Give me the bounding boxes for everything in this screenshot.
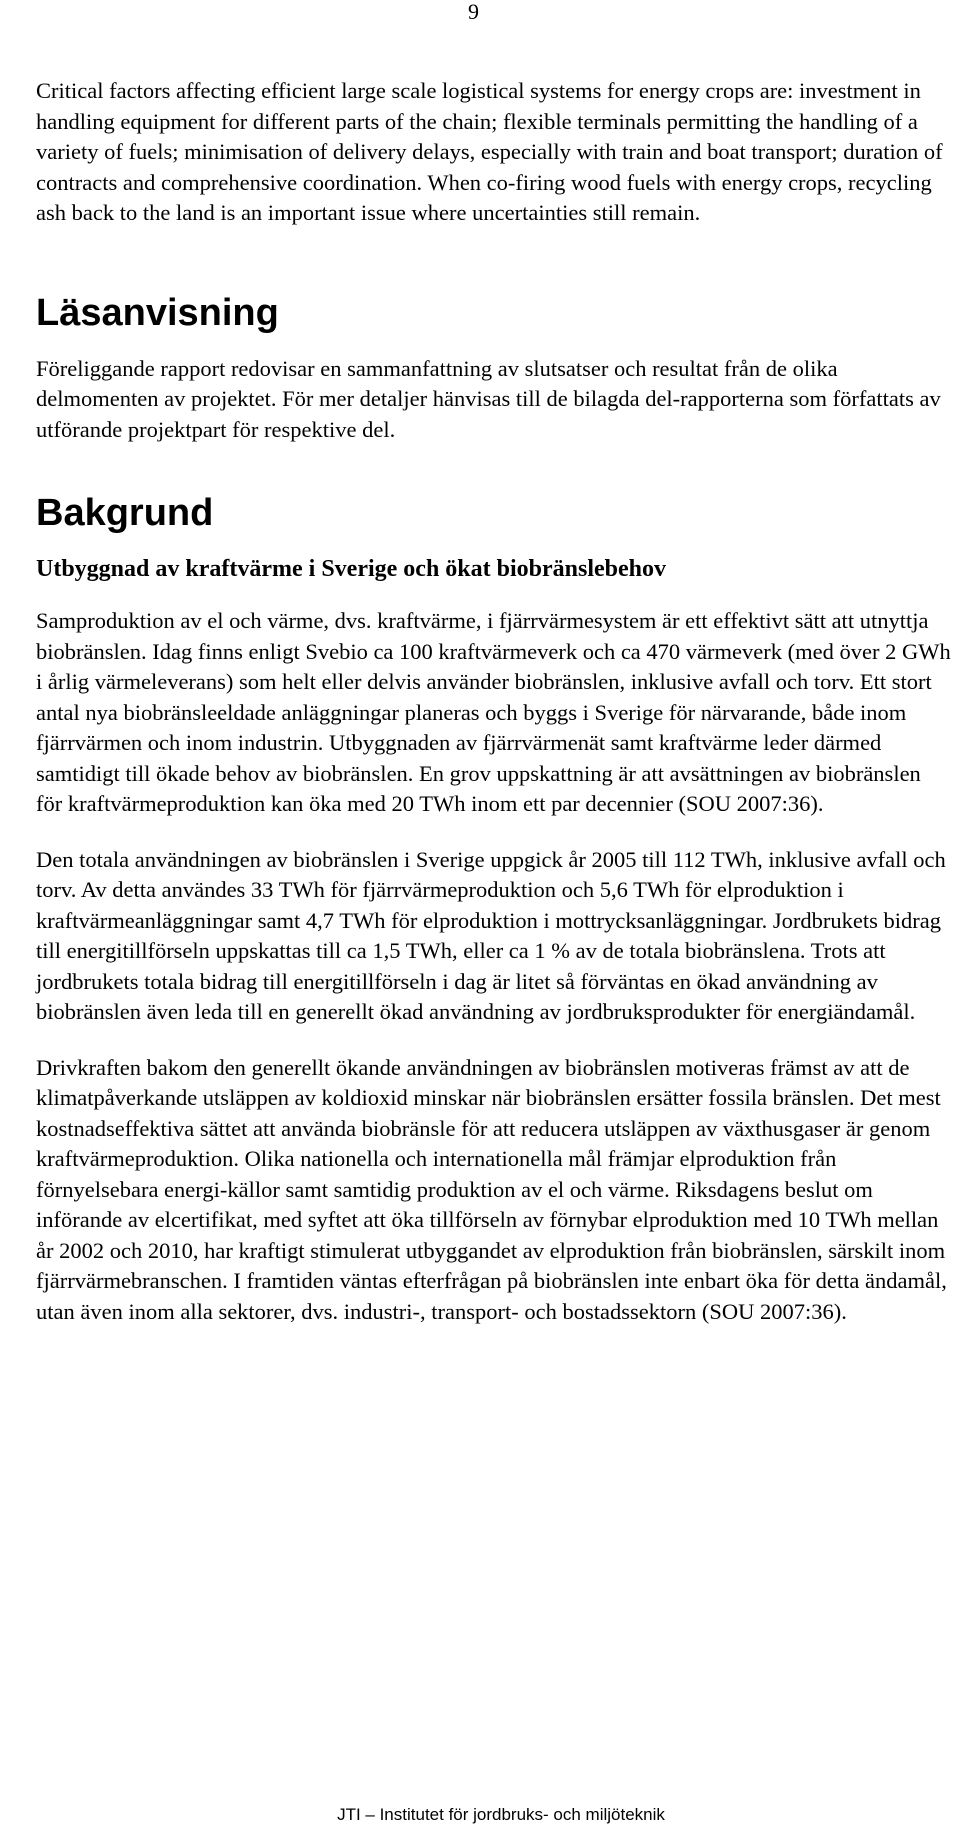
page-footer: JTI – Institutet för jordbruks- och miljöteknik <box>337 1805 665 1824</box>
page-number: 9 <box>468 0 479 24</box>
bakgrund-heading: Bakgrund <box>36 492 214 534</box>
lasanvisning-paragraph: Föreliggande rapport redovisar en sammanfattning av slutsatser och resultat från de olika delmomenten av projektet. För mer detaljer hänvisas till de bilagda del-rapporterna som författats av utförande projektpart för respektive del. <box>36 355 941 442</box>
bakgrund-paragraph-3: Drivkraften bakom den generellt ökande användningen av biobränslen motiveras främst av att de klimatpåverkande utsläppen av koldioxid minskar när biobränslen ersätter fossila bränslen. Det mest kostnadseffektiva sättet att använda biobränsle för att reducera utsläppen av växthusgaser är genom kraftvärmeproduktion. Olika nationella och internationella mål främjar elproduktion från förnyelsebara energi-källor samt samtidig produktion av el och värme. Riksdagens beslut om införande av elcertifikat, med syftet att öka tillförseln av förnybar elproduktion med 10 TWh mellan år 2002 och 2010, har kraftigt stimulerat utbyggandet av elproduktion från biobränslen, särskilt inom fjärrvärmebranschen. I framtiden väntas efterfrågan på biobränslen inte enbart öka för detta ändamål, utan även inom alla sektorer, dvs. industri-, transport- och bostadssektorn (SOU 2007:36). <box>36 1054 947 1324</box>
bakgrund-paragraph-2: Den totala användningen av biobränslen i Sverige uppgick år 2005 till 112 TWh, inklusive avfall och torv. Av detta användes 33 TWh för fjärrvärmeproduktion och 5,6 TWh för elproduktion i kraftvärmeanläggningar samt 4,7 TWh för elproduktion i mottrycksanläggningar. Jordbrukets bidrag till energitillförseln uppskattas till ca 1,5 TWh, eller ca 1 % av de totala biobränslena. Trots att jordbrukets totala bidrag till energitillförseln i dag är litet så förväntas en ökad användning av biobränslen även leda till en generellt ökad användning av jordbruksprodukter för energiändamål. <box>36 846 946 1024</box>
lasanvisning-heading: Läsanvisning <box>36 291 279 334</box>
bakgrund-paragraph-1: Samproduktion av el och värme, dvs. kraftvärme, i fjärrvärmesystem är ett effektivt sätt att utnyttja biobränslen. Idag finns enligt Svebio ca 100 kraftvärmeverk och ca 470 värmeverk (med över 2 GWh i årlig värmeleverans) som helt eller delvis använder biobränslen, inklusive avfall och torv. Ett stort antal nya biobränsleeldade anläggningar planeras och byggs i Sverige för närvarande, både inom fjärrvärmen och inom industrin. Utbyggnaden av fjärrvärmenät samt kraftvärme leder därmed samtidigt till ökade behov av biobränslen. En grov uppskattning är att avsättningen av biobränslen för kraftvärmeproduktion kan öka med 20 TWh inom ett par decennier (SOU 2007:36). <box>36 608 951 816</box>
intro-paragraph: Critical factors affecting efficient large scale logistical systems for energy crops are: investment in handling equipment for different parts of the chain; flexible terminals permitting the handling of a variety of fuels; minimisation of delivery delays, especially with train and boat transport; duration of contracts and comprehensive coordination. When co-firing wood fuels with energy crops, recycling ash back to the land is an important issue where uncertainties still remain. <box>36 78 943 225</box>
document-body <box>36 76 952 1327</box>
bakgrund-subheading: Utbyggnad av kraftvärme i Sverige och ökat biobränslebehov <box>36 556 666 582</box>
